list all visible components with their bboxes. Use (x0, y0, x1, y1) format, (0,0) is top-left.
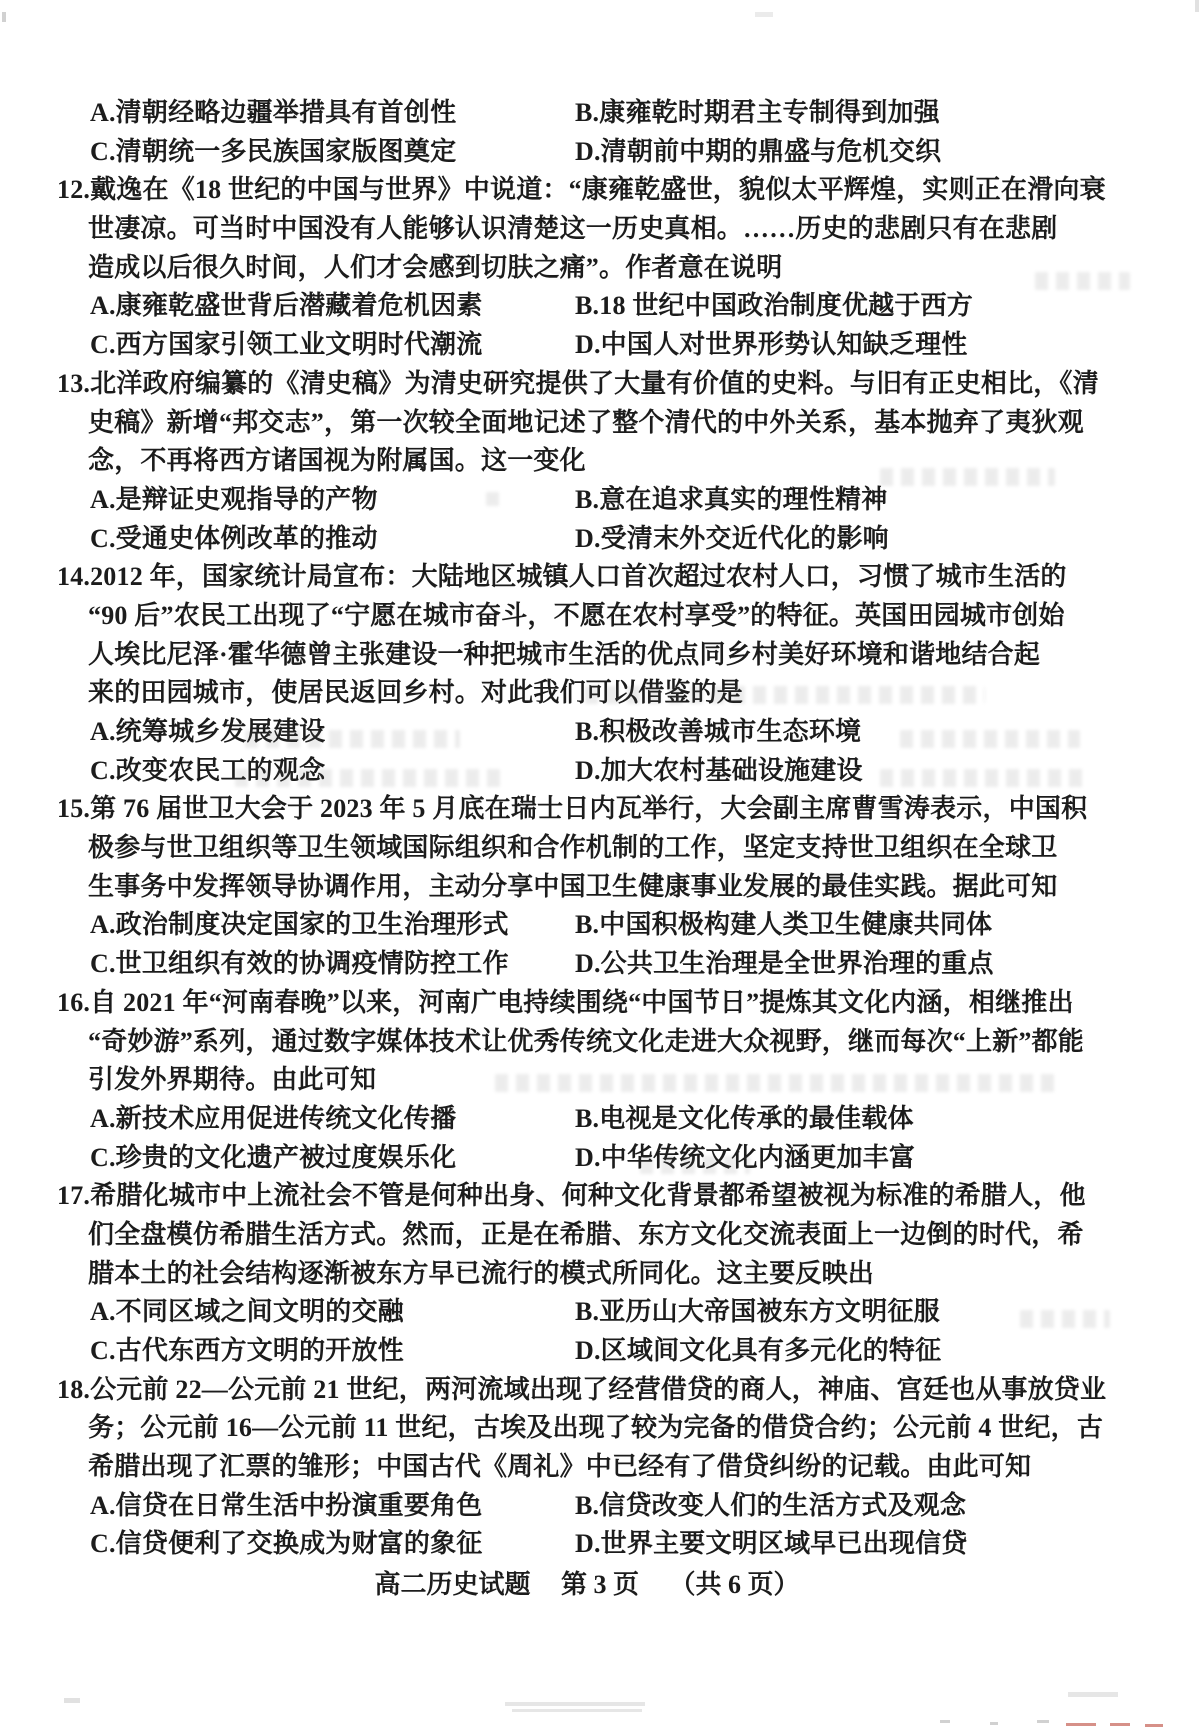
bleed-through-artifact (585, 686, 985, 704)
option-b: D.公共卫生治理是全世界治理的重点 (575, 949, 994, 979)
option-b: D.世界主要文明区域早已出现信贷 (575, 1529, 968, 1559)
text-block (57, 94, 1117, 1564)
option-a: C.改变农民工的观念 (90, 755, 326, 785)
option-b: B.电视是文化传承的最佳载体 (575, 1103, 914, 1133)
bleed-through-artifact (245, 730, 460, 748)
option-b: D.清朝前中期的鼎盛与危机交织 (575, 136, 942, 166)
question-continuation-line: 生事务中发挥领导协调作用，主动分享中国卫生健康事业发展的最佳实践。据此可知 (88, 871, 1058, 901)
question-continuation-line: 史稿》新增“邦交志”，第一次较全面地记述了整个清代的中外关系，基本抛弃了夷狄观 (88, 407, 1084, 437)
option-a: C.西方国家引领工业文明时代潮流 (90, 330, 483, 360)
question-start-line: 17.希腊化城市中上流社会不管是何种出身、何种文化背景都希望被视为标准的希腊人，他 (57, 1181, 1086, 1211)
scan-speck (940, 1720, 950, 1723)
question-continuation-line: 造成以后很久时间，人们才会感到切肤之痛”。作者意在说明 (88, 252, 783, 282)
option-b: D.区域间文化具有多元化的特征 (575, 1336, 942, 1365)
scan-speck (1145, 1724, 1163, 1727)
option-pair-row (57, 94, 1117, 133)
option-pair-row (57, 481, 1117, 520)
question-continuation-line: 极参与世卫组织等卫生领域国际组织和合作机制的工作，坚定支持世卫组织在全球卫 (88, 833, 1058, 863)
question-continuation-line: 务；公元前 16—公元前 11 世纪，古埃及出现了较为完备的借贷合约；公元前 4 世纪，古 (88, 1413, 1104, 1443)
option-b: B.信贷改变人们的生活方式及观念 (575, 1490, 967, 1520)
bleed-through-artifact (900, 730, 1080, 748)
option-b: B.18 世纪中国政治制度优越于西方 (575, 291, 973, 321)
option-b: D.受清末外交近代化的影响 (575, 523, 889, 553)
option-a: A.信贷在日常生活中扮演重要角色 (90, 1490, 483, 1520)
option-a: C.信贷便利了交换成为财富的象征 (90, 1529, 483, 1559)
bleed-through-artifact (486, 492, 500, 506)
option-a: C.珍贵的文化遗产被过度娱乐化 (90, 1142, 457, 1172)
scan-speck (64, 1698, 80, 1703)
option-pair-row (57, 906, 1117, 945)
footer-doc-title: 高二历史试题 (374, 1570, 531, 1599)
question-continuation-line: 希腊出现了汇票的雏形；中国古代《周礼》中已经有了借贷纠纷的记载。由此可知 (88, 1452, 1032, 1482)
scan-speck (755, 12, 773, 17)
option-a: A.新技术应用促进传统文化传播 (90, 1103, 457, 1133)
option-a: C.世卫组织有效的协调疫情防控工作 (90, 949, 509, 979)
option-a: A.政治制度决定国家的卫生治理形式 (90, 910, 509, 940)
option-pair-row (57, 1293, 1117, 1332)
option-a: C.受通史体例改革的推动 (90, 523, 378, 553)
option-a: C.古代东西方文明的开放性 (90, 1336, 404, 1365)
question-continuation-line: “90 后”农民工出现了“宁愿在城市奋斗，不愿在农村享受”的特征。英国田园城市创始 (88, 600, 1065, 630)
scan-speck (1068, 1692, 1118, 1697)
scan-speck (2, 12, 6, 22)
option-b: B.康雍乾时期君主专制得到加强 (575, 98, 940, 127)
question-continuation-line: 们全盘模仿希腊生活方式。然而，正是在希腊、东方文化交流表面上一边倒的时代，希 (88, 1219, 1084, 1249)
question-continuation-line: 来的田园城市，使居民返回乡村。对此我们可以借鉴的是 (88, 678, 744, 708)
question-start-line: 18.公元前 22—公元前 21 世纪，两河流域出现了经营借贷的商人，神庙、宫廷也从事放贷业 (57, 1374, 1107, 1404)
scan-speck (512, 1709, 642, 1712)
option-b: B.亚历山大帝国被东方文明征服 (575, 1297, 940, 1327)
bleed-through-artifact (880, 769, 1090, 787)
option-a: C.清朝统一多民族国家版图奠定 (90, 136, 457, 166)
option-pair-row (57, 1332, 1117, 1371)
bleed-through-artifact (640, 1156, 750, 1174)
question-continuation-line: 引发外界期待。由此可知 (88, 1065, 377, 1095)
option-a: A.统筹城乡发展建设 (90, 717, 326, 746)
scan-speck (505, 1702, 645, 1706)
question-start-line: 13.北洋政府编纂的《清史稿》为清史研究提供了大量有价值的史料。与旧有正史相比，《清 (57, 368, 1099, 398)
option-a: A.是辩证史观指导的产物 (90, 484, 378, 514)
bleed-through-artifact (880, 468, 1055, 486)
option-b: D.中国人对世界形势认知缺乏理性 (575, 330, 968, 360)
option-b: B.积极改善城市生态环境 (575, 717, 862, 746)
option-pair-row (57, 1100, 1117, 1139)
question-start-line: 16.自 2021 年“河南春晚”以来，河南广电持续围绕“中国节日”提炼其文化内涵，相继推出 (57, 987, 1074, 1017)
page-footer (57, 1566, 1117, 1605)
option-pair-row (57, 1525, 1117, 1564)
question-continuation-line: 世凄凉。可当时中国没有人能够认识清楚这一历史真相。……历史的悲剧只有在悲剧 (88, 214, 1058, 244)
scan-speck (1195, 0, 1199, 12)
option-b: B.意在追求真实的理性精神 (575, 484, 888, 514)
bleed-through-artifact (1020, 1310, 1110, 1328)
bleed-through-artifact (235, 769, 500, 787)
option-b: B.中国积极构建人类卫生健康共同体 (575, 910, 993, 940)
option-pair-row (57, 326, 1117, 365)
option-b: D.中华传统文化内涵更加丰富 (575, 1142, 916, 1172)
option-pair-row (57, 945, 1117, 984)
option-a: A.清朝经略边疆举措具有首创性 (90, 98, 457, 127)
footer-total-pages: （共 6 页） (669, 1570, 800, 1599)
bleed-through-artifact (1035, 272, 1130, 290)
scan-speck (1066, 1723, 1096, 1726)
question-continuation-line: 念，不再将西方诸国视为附属国。这一变化 (88, 446, 586, 476)
option-pair-row (57, 287, 1117, 326)
question-start-line: 15.第 76 届世卫大会于 2023 年 5 月底在瑞士日内瓦举行，大会副主席曹雪涛表示，中国积 (57, 794, 1088, 824)
option-pair-row (57, 1487, 1117, 1526)
option-b: D.加大农村基础设施建设 (575, 755, 863, 785)
question-continuation-line: 腊本土的社会结构逐渐被东方早已流行的模式所同化。这主要反映出 (88, 1258, 875, 1288)
scan-speck (990, 1722, 998, 1725)
option-pair-row (57, 1139, 1117, 1178)
question-start-line: 12.戴逸在《18 世纪的中国与世界》中说道：“康雍乾盛世，貌似太平辉煌，实则正在滑向衰 (57, 175, 1106, 205)
question-start-line: 14.2012 年，国家统计局宣布：大陆地区城镇人口首次超过农村人口，习惯了城市生活的 (57, 562, 1067, 592)
scan-speck (1110, 1723, 1130, 1726)
option-a: A.不同区域之间文明的交融 (90, 1297, 404, 1327)
scan-speck (1037, 1720, 1049, 1723)
question-continuation-line: 人埃比尼泽·霍华德曾主张建设一种把城市生活的优点同乡村美好环境和谐地结合起 (88, 639, 1041, 669)
option-pair-row (57, 133, 1117, 172)
footer-page-number: 第 3 页 (560, 1570, 639, 1599)
option-pair-row (57, 520, 1117, 559)
option-a: A.康雍乾盛世背后潜藏着危机因素 (90, 291, 483, 321)
question-continuation-line: “奇妙游”系列，通过数字媒体技术让优秀传统文化走进大众视野，继而每次“上新”都能 (88, 1026, 1085, 1056)
bleed-through-artifact (495, 1074, 1055, 1092)
